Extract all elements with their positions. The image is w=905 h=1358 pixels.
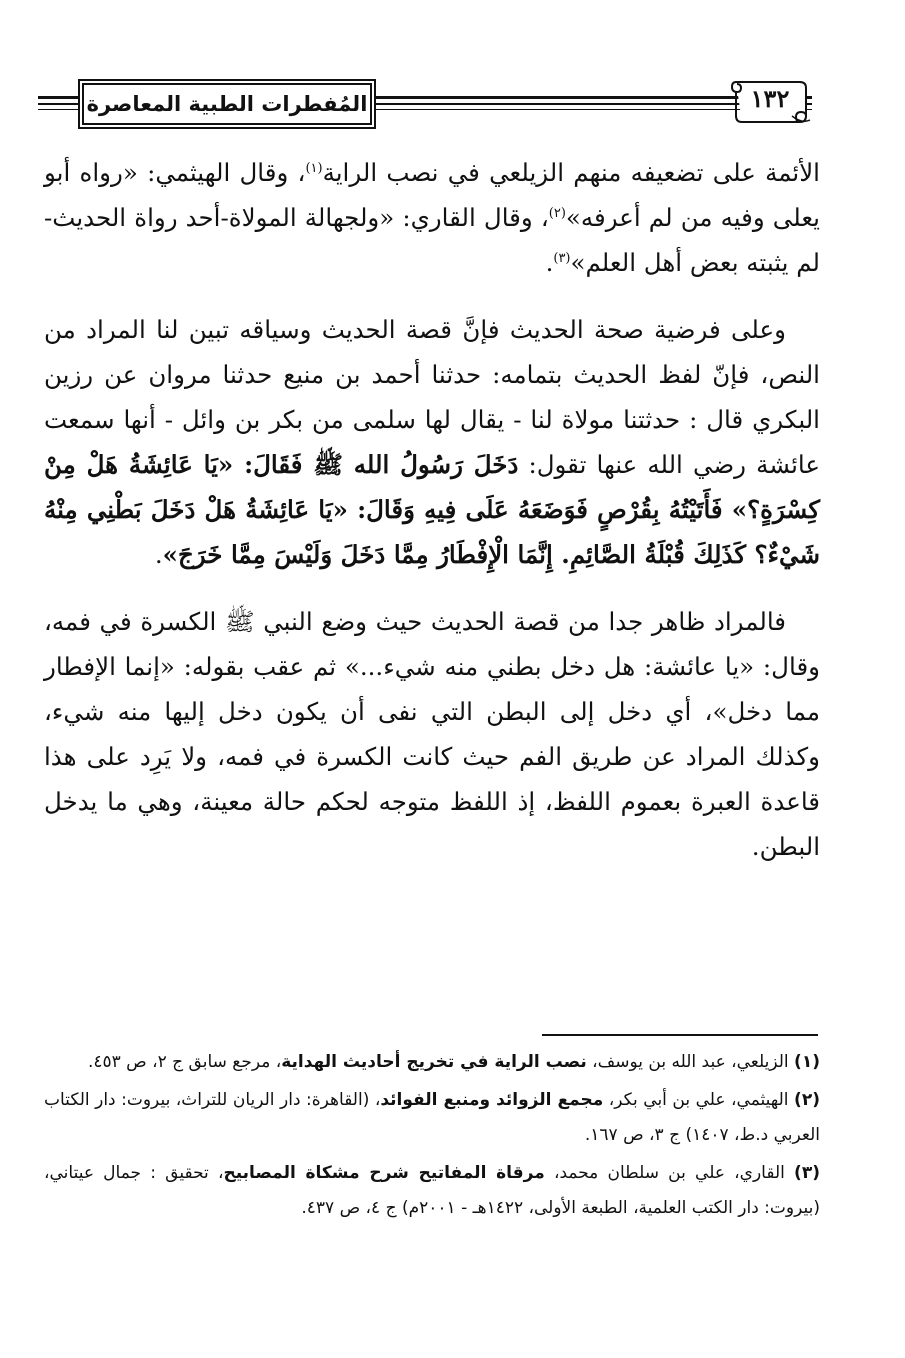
footnote-number: (١) xyxy=(794,1052,820,1072)
footnote xyxy=(44,1083,820,1153)
quotation: «رواه أبو يعلى وفيه من لم أعرفه» xyxy=(44,158,820,232)
body-text: وعلى فرضية صحة الحديث فإنَّ قصة الحديث وسياقه تبين لنا المراد من النص، فإنّ لفظ الحديث بتمامه: حدثنا أحمد بن منيع حدثنا مروان عن رزين البكري قال : حدثتنا مولاة لنا - يقال لها سلمى من بكر بن وائل - أنها سمعت عائشة رضي الله عنها تقول: xyxy=(44,315,820,479)
footnote-details: ، مرجع سابق ج ٢، ص ٤٥٣. xyxy=(87,1052,282,1072)
footnote-author: القاري، علي بن سلطان محمد، xyxy=(544,1163,795,1183)
body-text: فالمراد ظاهر جدا من قصة الحديث حيث وضع النبي ﷺ الكسرة في فمه، وقال: «يا عائشة: هل دخل بطني منه شيء...» ثم عقب بقوله: «إنما الإفطار مما دخل»، أي دخل إلى البطن التي نفى أن يكون دخل إليها منه شيء، وكذلك المراد عن طريق الفم حيث كانت الكسرة في فمه، ولا يَرِد على هذا قاعدة العبرة بعموم اللفظ، إذ اللفظ متوجه لحكم حالة معينة، وهي ما يدخل البطن. xyxy=(44,607,820,861)
quotation: «ولجهالة المولاة-أحد رواة الحديث- لم يثبته بعض أهل العلم» xyxy=(44,203,820,277)
footnote-author: الهيثمي، علي بن أبي بكر، xyxy=(603,1090,795,1110)
footnote-ref[interactable]: (٣) xyxy=(553,250,571,266)
page-number-scroll xyxy=(730,76,812,126)
running-title: المُفطرات الطبية المعاصرة xyxy=(86,92,368,116)
footnote-title: مرقاة المفاتيح شرح مشكاة المصابيح xyxy=(223,1163,545,1183)
footnote-number: (٢) xyxy=(794,1090,820,1110)
footnote-author: الزيلعي، عبد الله بن يوسف، xyxy=(586,1052,795,1072)
footnote-details: ، تحقيق : جمال عيتاني، (بيروت: دار الكتب العلمية، الطبعة الأولى، ١٤٢٢هـ - ٢٠٠١م) ج ٤، ص ٤٣٧. xyxy=(44,1163,820,1218)
body-text: . xyxy=(545,248,554,277)
footnote-title: نصب الراية في تخريج أحاديث الهداية xyxy=(281,1052,587,1072)
hadith-quotation: دَخَلَ رَسُولُ الله ﷺ فَقَالَ: «يَا عَائِشَةُ هَلْ مِنْ كِسْرَةٍ؟» فَأَتَيْتُهُ بِقُرْصٍ فَوَضَعَهُ عَلَى فِيهِ وَقَالَ: «يَا عَائِشَةُ هَلْ دَخَلَ بَطْنِي مِنْهُ شَيْءٌ؟ كَذَلِكَ قُبْلَةُ الصَّائِمِ. إِنَّمَا الْإِفْطَارُ مِمَّا دَخَلَ وَلَيْسَ مِمَّا خَرَجَ» xyxy=(44,450,820,569)
footnote-number: (٣) xyxy=(794,1163,820,1183)
body-text: ، وقال القاري: xyxy=(394,203,549,232)
footnote-ref[interactable]: (٢) xyxy=(548,205,566,221)
page-header xyxy=(38,76,812,128)
body-text: ، وقال الهيثمي: xyxy=(137,158,306,187)
running-title-box xyxy=(82,83,372,125)
footnote-separator xyxy=(542,1034,818,1036)
body-text: . xyxy=(154,540,163,569)
footnote-details: ، (القاهرة: دار الريان للتراث، بيروت: دار الكتاب العربي د.ط، ١٤٠٧) ج ٣، ص ١٦٧. xyxy=(44,1090,820,1145)
footnote-ref[interactable]: (١) xyxy=(305,160,323,176)
paragraph xyxy=(44,150,820,285)
footnote xyxy=(44,1156,820,1226)
main-body xyxy=(44,150,820,891)
footnote xyxy=(44,1045,820,1080)
page-number: ١٣٢ xyxy=(750,84,790,113)
footnote-title: مجمع الزوائد ومنبع الفوائد xyxy=(380,1090,604,1110)
paragraph xyxy=(44,599,820,869)
paragraph xyxy=(44,307,820,577)
footnotes xyxy=(44,1045,820,1229)
body-text: الأئمة على تضعيفه منهم الزيلعي في نصب الراية xyxy=(322,158,820,187)
